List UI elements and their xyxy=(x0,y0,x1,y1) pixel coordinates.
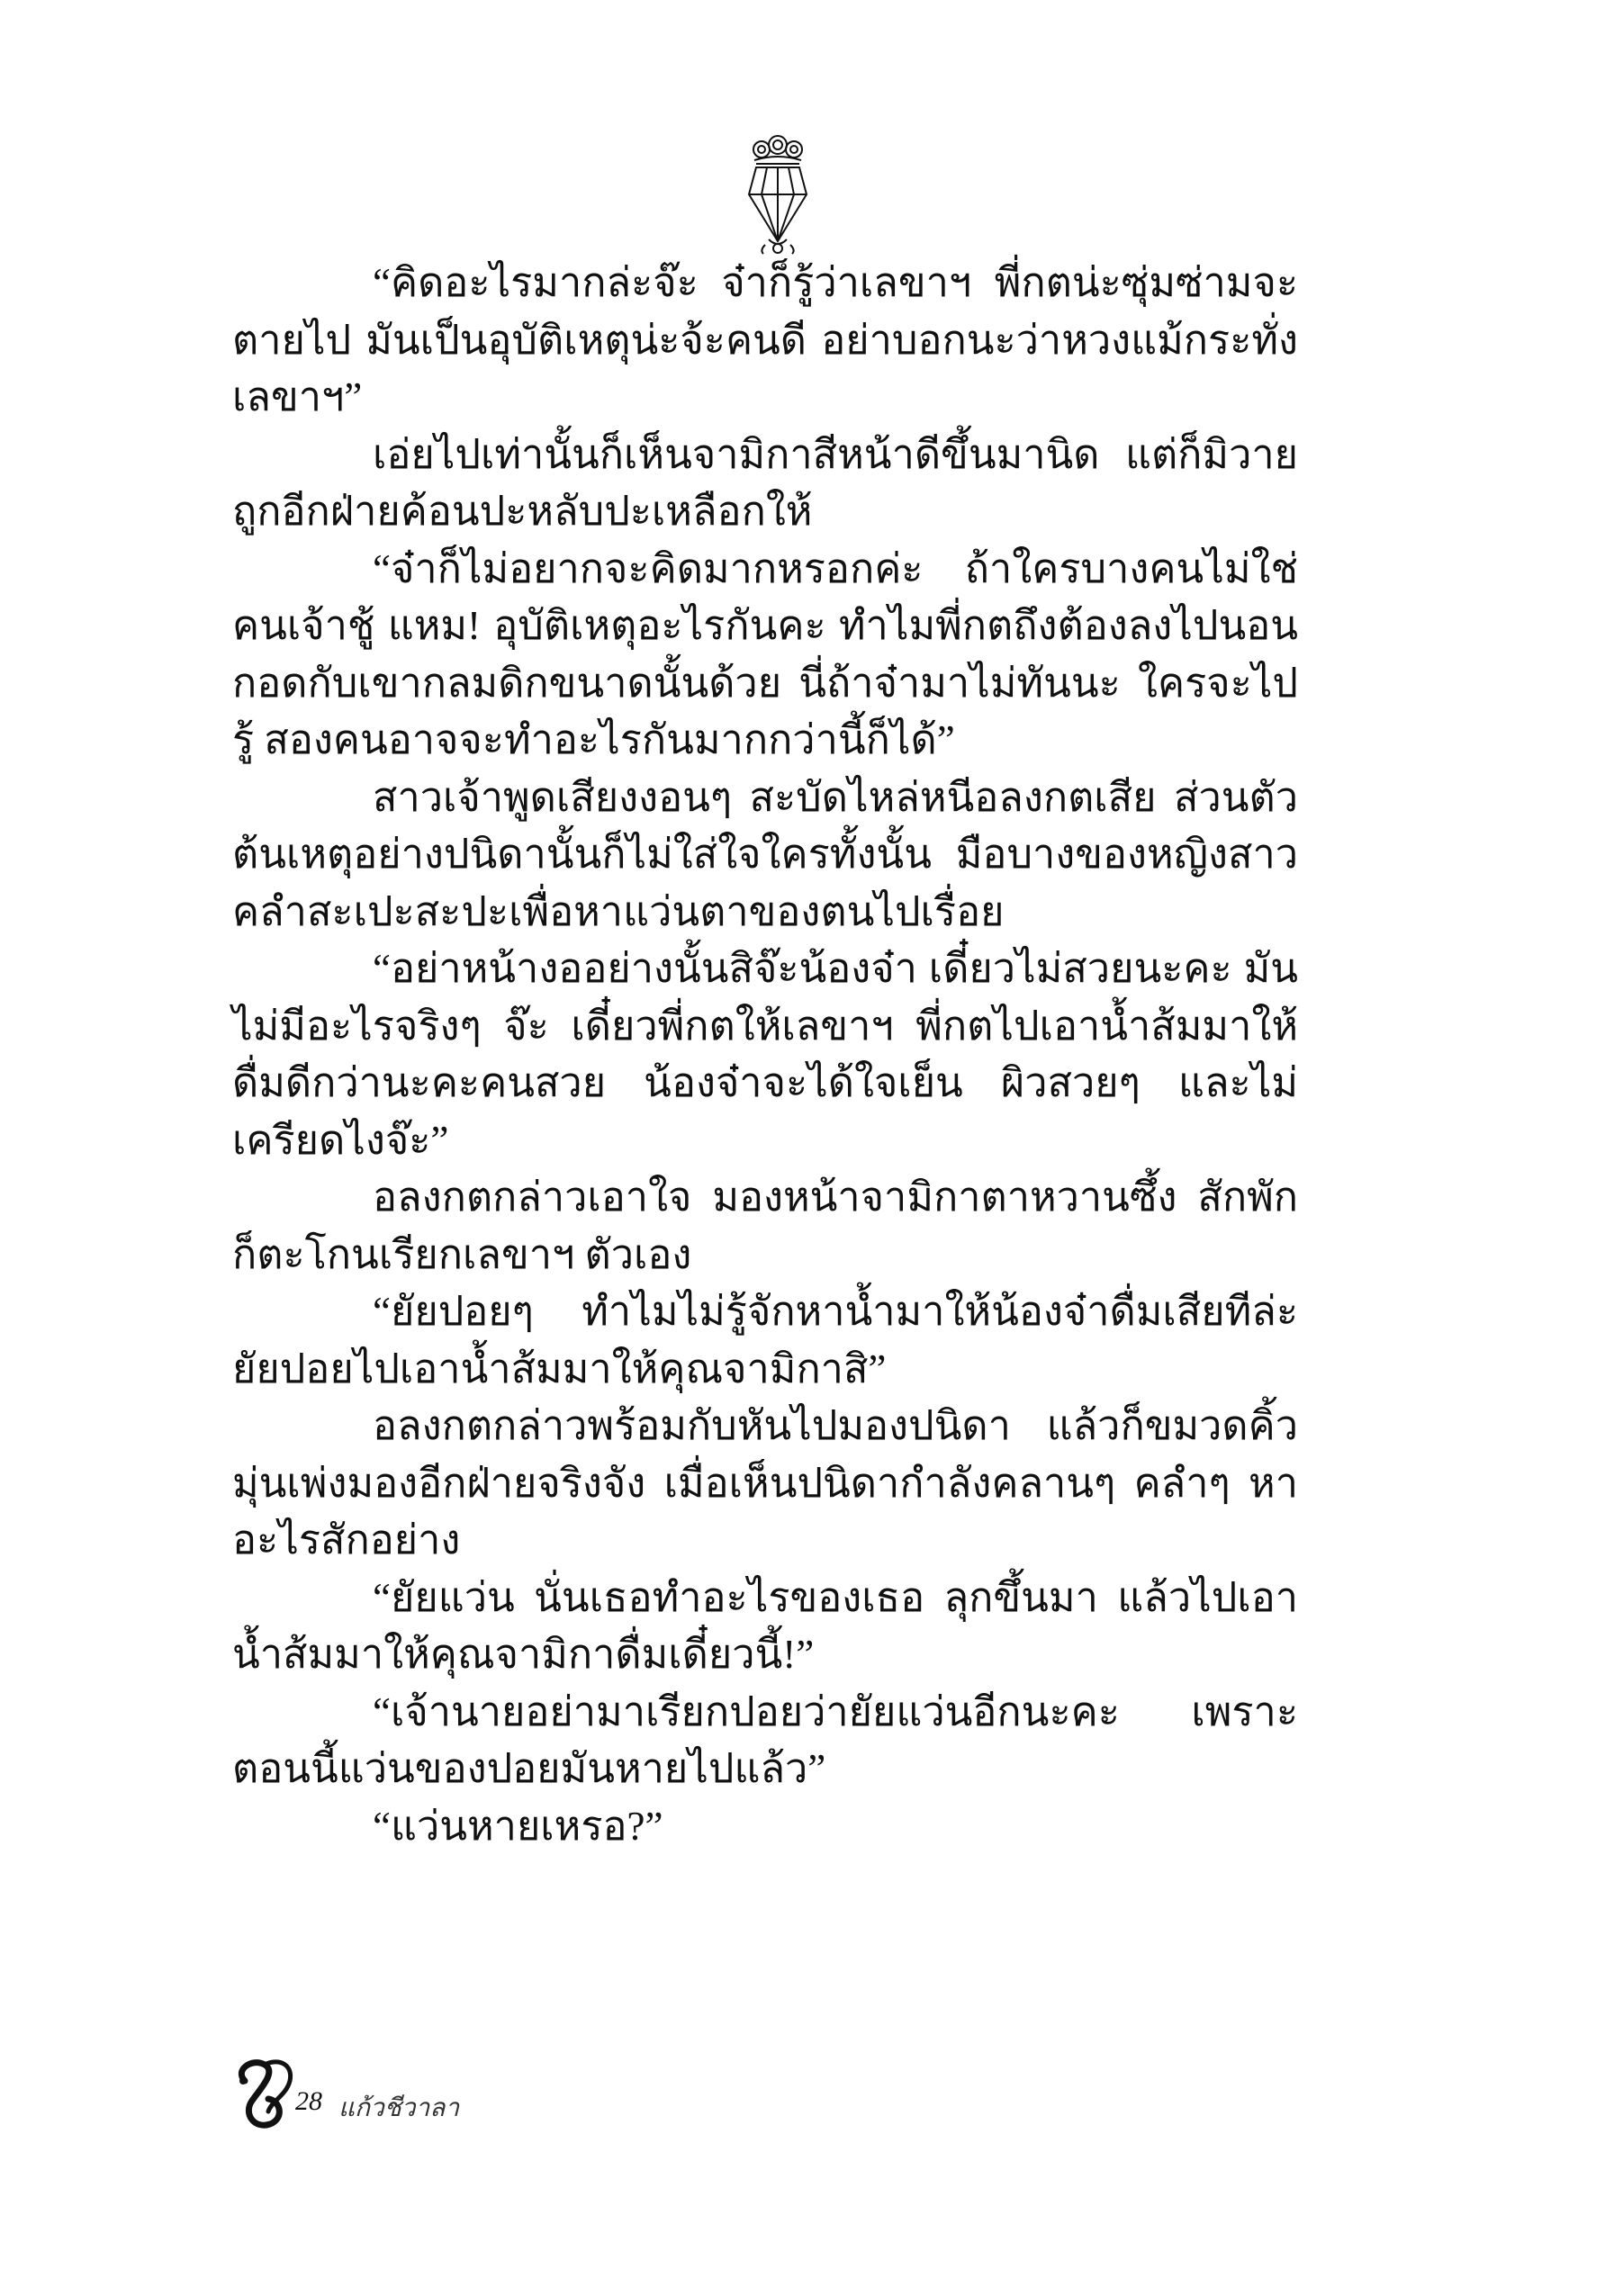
paragraph: อลงกตกล่าวพร้อมกับหันไปมองปนิดา แล้วก็ขมวดคิ้วมุ่นเพ่งมองอีกฝ่ายจริงจัง เมื่อเห็นปนิดากำลังคลานๆ คลำๆ หาอะไรสักอย่าง xyxy=(232,1403,1298,1562)
paragraph: สาวเจ้าพูดเสียงงอนๆ สะบัดไหล่หนีอลงกตเสีย ส่วนตัวต้นเหตุอย่างปนิดานั้นก็ไม่ใส่ใจใครทั้งนั้น มือบางของหญิงสาวคลำสะเปะสะปะเพื่อหาแว่นตาของตนไปเรื่อย xyxy=(232,774,1298,934)
paragraph: “ยัยปอยๆ ทำไมไม่รู้จักหาน้ำมาให้น้องจ๋าดื่มเสียทีล่ะ ยัยปอยไปเอาน้ำส้มมาให้คุณจามิกาสิ” xyxy=(232,1289,1298,1391)
body-text xyxy=(232,255,1298,1855)
book-title: แก้วชีวาลา xyxy=(338,2093,460,2122)
paragraph: อลงกตกล่าวเอาใจ มองหน้าจามิกาตาหวานซึ้ง สักพักก็ตะโกนเรียกเลขาฯ ตัวเอง xyxy=(232,1175,1298,1277)
paragraph: “อย่าหน้างออย่างนั้นสิจ๊ะน้องจ๋า เดี๋ยวไม่สวยนะคะ มันไม่มีอะไรจริงๆ จ๊ะ เดี๋ยวพี่กตให้เลขาฯ พี่กตไปเอาน้ำส้มมาให้ดื่มดีกว่านะคะคนสวย น้องจ๋าจะได้ใจเย็น ผิวสวยๆ และไม่เครียดไงจ๊ะ” xyxy=(232,946,1298,1163)
page-footer xyxy=(232,2054,772,2135)
page-number: 28 xyxy=(295,2086,322,2116)
paragraph: “คิดอะไรมากล่ะจ๊ะ จ๋าก็รู้ว่าเลขาฯ พี่กตน่ะซุ่มซ่ามจะตายไป มันเป็นอุบัติเหตุน่ะจ้ะคนดี อย่าบอกนะว่าหวงแม้กระทั่งเลขาฯ” xyxy=(232,260,1298,419)
paragraph: “ยัยแว่น นั่นเธอทำอะไรของเธอ ลุกขึ้นมา แล้วไปเอาน้ำส้มมาให้คุณจามิกาดื่มเดี๋ยวนี้!” xyxy=(232,1574,1298,1677)
paragraph: เอ่ยไปเท่านั้นก็เห็นจามิกาสีหน้าดีขึ้นมานิด แต่ก็มิวายถูกอีกฝ่ายค้อนปะหลับปะเหลือกให้ xyxy=(232,431,1298,534)
paragraph: “แว่นหายเหรอ?” xyxy=(373,1803,663,1849)
paragraph: “จ๋าก็ไม่อยากจะคิดมากหรอกค่ะ ถ้าใครบางคนไม่ใช่คนเจ้าชู้ แหม! อุบัติเหตุอะไรกันคะ ทำไมพี่กตถึงต้องลงไปนอนกอดกับเขากลมดิกขนาดนั้นด้วย นี่ถ้าจ๋ามาไม่ทันนะ ใครจะไปรู้ สองคนอาจจะทำอะไรกันมากกว่านี้ก็ได้” xyxy=(232,545,1298,762)
paragraph: “เจ้านายอย่ามาเรียกปอยว่ายัยแว่นอีกนะคะ เพราะตอนนี้แว่นของปอยมันหายไปแล้ว” xyxy=(232,1688,1298,1791)
lantern-ornament-icon xyxy=(742,135,814,257)
